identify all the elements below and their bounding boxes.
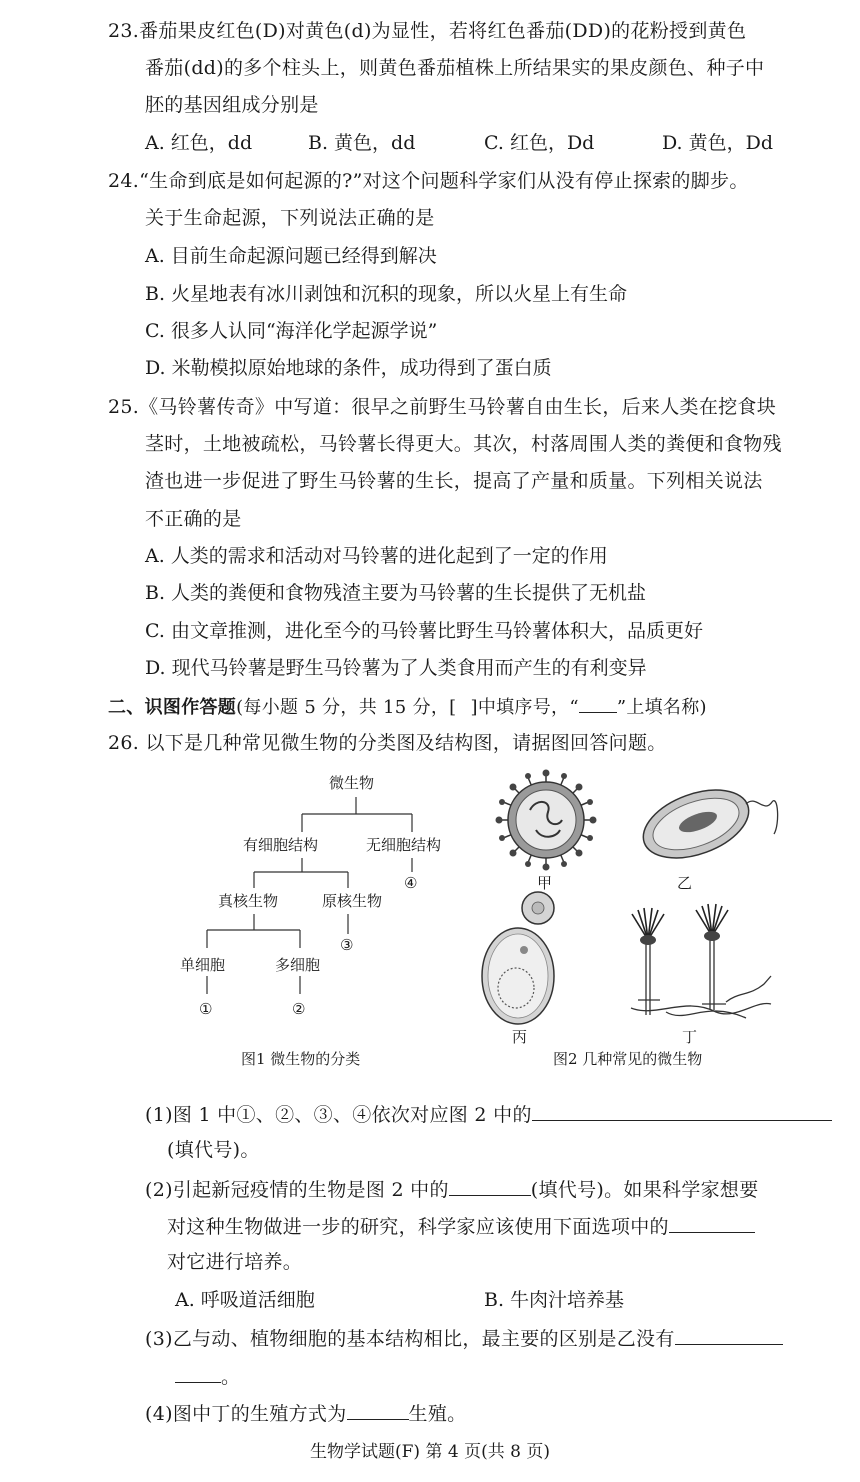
q26-sub3-line-1 (145, 1324, 783, 1352)
q23-option-a: A. 红色，dd (145, 132, 253, 154)
fig1-noncellular-label: 无细胞结构 (366, 836, 442, 854)
q26-sub2-text-c: 对这种生物做进一步的研究，科学家应该使用下面选项中的 (167, 1216, 669, 1238)
fig1-number-4: ④ (404, 874, 418, 892)
label-jia: 甲 (537, 874, 553, 892)
fig1-number-1: ① (199, 1000, 213, 1018)
fig1-prokaryote-label: 原核生物 (322, 892, 383, 910)
q26-sub1-text: (1)图 1 中①、②、③、④依次对应图 2 中的 (145, 1104, 532, 1126)
bacterium-yi-illustration (636, 784, 786, 864)
q26-sub2-text-a: (2)引起新冠疫情的生物是图 2 中的 (145, 1179, 449, 1201)
q24-option-d: D. 米勒模拟原始地球的条件，成功得到了蛋白质 (145, 357, 552, 379)
q24-line-1: 24.“生命到底是如何起源的?”对这个问题科学家们从没有停止探索的脚步。 (108, 170, 749, 192)
q24-option-a: A. 目前生命起源问题已经得到解决 (145, 245, 437, 267)
q26-sub4-answer-blank[interactable] (347, 1399, 409, 1420)
fig2-caption: 图2 几种常见的微生物 (553, 1050, 703, 1068)
q26-sub2-line-2 (167, 1212, 755, 1240)
q26-sub3-line-2 (175, 1362, 240, 1390)
q26-sub1-answer-blank[interactable] (532, 1100, 832, 1121)
q25-option-d: D. 现代马铃薯是野生马铃薯为了人类食用而产生的有利变异 (145, 657, 647, 679)
q26-sub4-suffix: 生殖。 (408, 1403, 467, 1425)
q25-line-2: 茎时，土地被疏松，马铃薯长得更大。其次，村落周围人类的粪便和食物残 (145, 433, 782, 455)
q24-line-2: 关于生命起源，下列说法正确的是 (145, 207, 435, 229)
q26-sub2-line-1 (145, 1175, 759, 1203)
q26-sub2-text-b: (填代号)。如果科学家想要 (530, 1179, 759, 1201)
label-bing: 丙 (512, 1028, 528, 1046)
q23-line-1: 23.番茄果皮红色(D)对黄色(d)为显性，若将红色番茄(DD)的花粉授到黄色 (108, 20, 747, 42)
q23-line-2: 番茄(dd)的多个柱头上，则黄色番茄植株上所结果实的果皮颜色、种子中 (145, 57, 765, 79)
q25-line-3: 渣也进一步促进了野生马铃薯的生长，提高了产量和质量。下列相关说法 (145, 470, 763, 492)
label-ding: 丁 (682, 1028, 698, 1046)
q25-option-b: B. 人类的粪便和食物残渣主要为马铃薯的生长提供了无机盐 (145, 582, 647, 604)
q26-sub2-option-a: A. 呼吸道活细胞 (175, 1289, 315, 1311)
q26-sub3-text: (3)乙与动、植物细胞的基本结构相比，最主要的区别是乙没有 (145, 1328, 675, 1350)
q25-option-c: C. 由文章推测，进化至今的马铃薯比野生马铃薯体积大，品质更好 (145, 620, 703, 642)
section2-note-c: ”上填名称) (616, 697, 707, 718)
q25-line-4: 不正确的是 (145, 508, 242, 530)
q23-option-c: C. 红色，Dd (484, 132, 595, 154)
q23-option-b: B. 黄色，dd (308, 132, 416, 154)
label-yi: 乙 (677, 874, 693, 892)
q23-line-3: 胚的基因组成分别是 (145, 94, 319, 116)
fig1-number-2: ② (292, 1000, 306, 1018)
q26-sub2-suffix: 对它进行培养。 (167, 1251, 303, 1273)
fig1-root-label: 微生物 (329, 774, 375, 792)
q24-option-b: B. 火星地表有冰川剥蚀和沉积的现象，所以火星上有生命 (145, 283, 628, 305)
q26-stem: 26. 以下是几种常见微生物的分类图及结构图，请据图回答问题。 (108, 732, 667, 754)
yeast-bing-illustration (476, 888, 566, 1028)
q26-sub4-line (145, 1399, 466, 1427)
q26-sub4-text: (4)图中丁的生殖方式为 (145, 1403, 347, 1425)
fig1-cellular-label: 有细胞结构 (243, 836, 319, 854)
q26-sub1-suffix: (填代号)。 (167, 1139, 260, 1161)
fig1-eukaryote-label: 真核生物 (218, 892, 279, 910)
q26-sub2-answer-blank-2[interactable] (669, 1212, 755, 1233)
q26-sub1-line (145, 1100, 832, 1128)
q25-option-a: A. 人类的需求和活动对马铃薯的进化起到了一定的作用 (145, 545, 608, 567)
virus-jia-illustration (496, 770, 596, 870)
page-footer: 生物学试题(F) 第 4 页(共 8 页) (310, 1442, 550, 1462)
fig1-unicellular-label: 单细胞 (180, 956, 226, 974)
fig1-caption: 图1 微生物的分类 (241, 1050, 361, 1068)
q23-option-d: D. 黄色，Dd (662, 132, 774, 154)
section2-title: 二、识图作答题 (108, 697, 237, 718)
q26-sub3-answer-blank-2[interactable] (175, 1362, 221, 1383)
q26-sub3-suffix: 。 (221, 1366, 241, 1388)
q25-line-1: 25.《马铃薯传奇》中写道：很早之前野生马铃薯自由生长，后来人类在挖食块 (108, 396, 777, 418)
section2-note-b: ]中填序号，“ (470, 697, 579, 718)
fig1-multicellular-label: 多细胞 (275, 956, 321, 974)
q26-sub2-answer-blank-1[interactable] (449, 1175, 531, 1196)
q26-sub2-option-b: B. 牛肉汁培养基 (484, 1289, 625, 1311)
mold-ding-illustration (626, 900, 776, 1030)
section2-note-a: (每小题 5 分，共 15 分，[ (236, 697, 457, 718)
fig1-number-3: ③ (340, 936, 354, 954)
q24-option-c: C. 很多人认同“海洋化学起源学说” (145, 320, 438, 342)
q26-sub3-answer-blank-1[interactable] (675, 1324, 783, 1345)
